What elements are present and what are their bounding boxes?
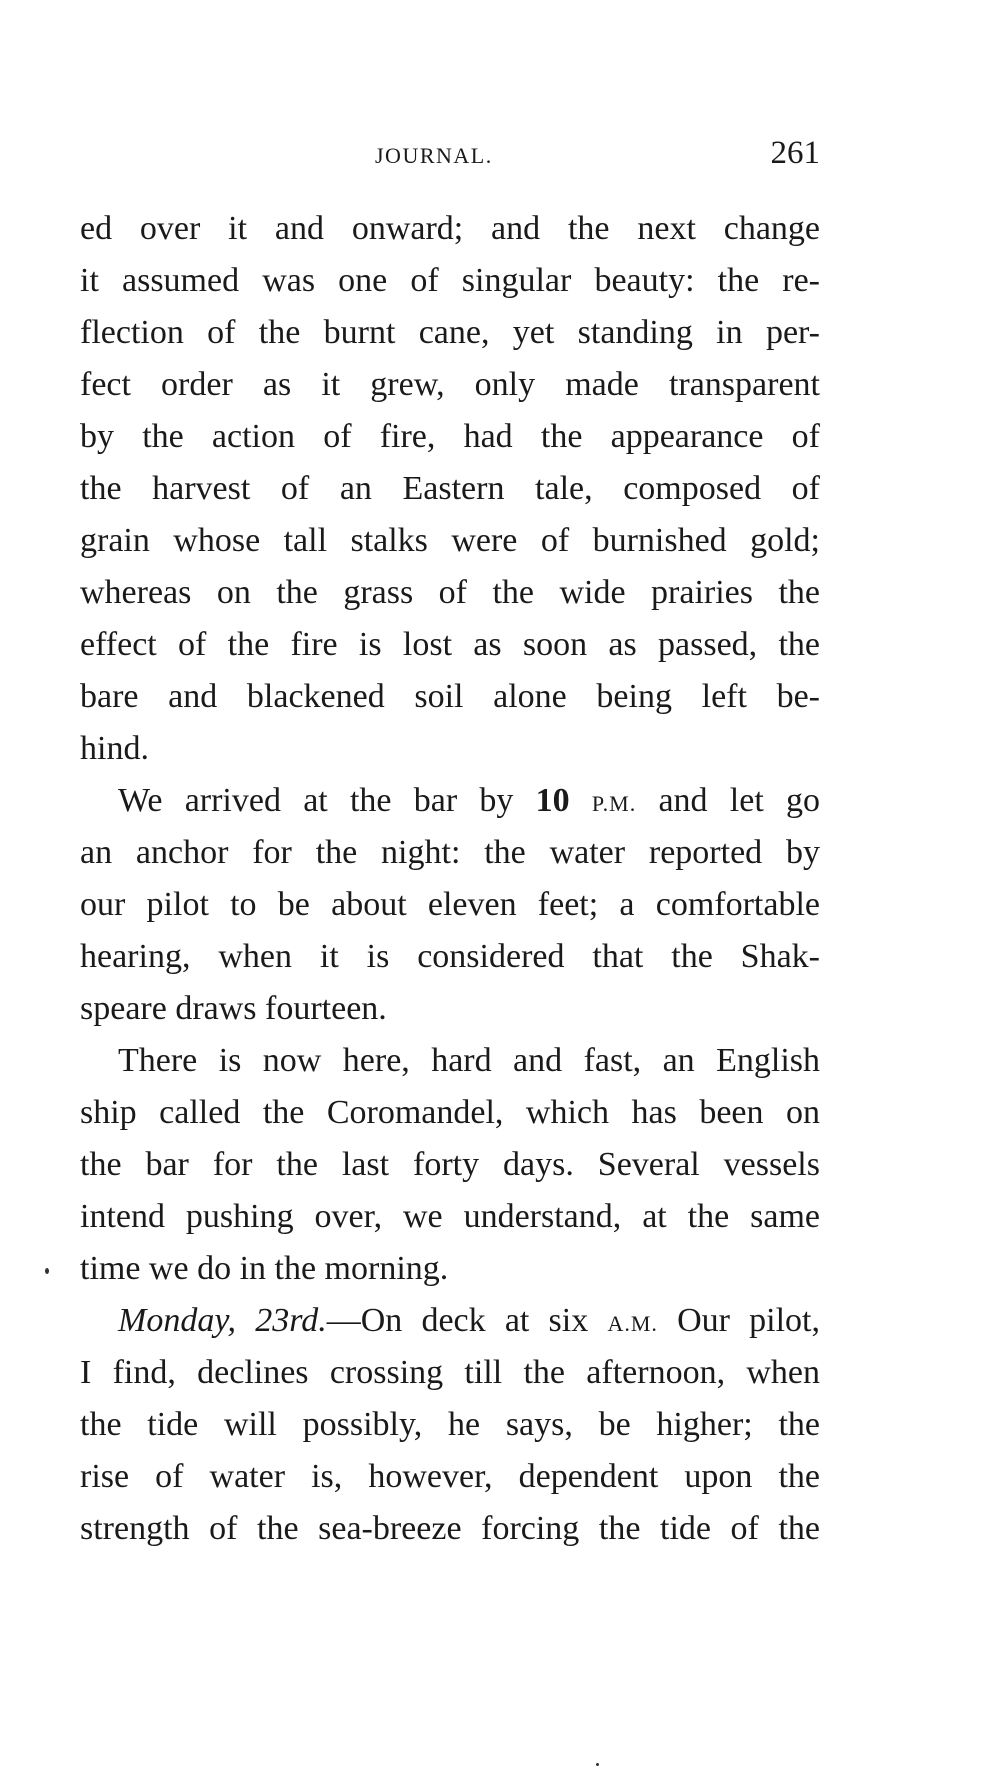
text-line: hind. <box>80 730 149 767</box>
text-line: speare draws fourteen. <box>80 990 387 1027</box>
text-line: ed over it and onward; and the next change <box>80 210 820 247</box>
text-line: whereas on the grass of the wide prairies the <box>80 574 820 611</box>
text-line: effect of the fire is lost as soon as passed, the <box>80 626 820 663</box>
text-line: I find, declines crossing till the afternoon, when <box>80 1354 820 1391</box>
paragraph-4 <box>80 1295 820 1555</box>
text-line: rise of water is, however, dependent upon the <box>80 1458 820 1495</box>
text-line: fect order as it grew, only made transparent <box>80 366 820 403</box>
text-line: the harvest of an Eastern tale, composed of <box>80 470 820 507</box>
body-text <box>80 203 820 1555</box>
running-head <box>80 135 820 185</box>
text-run: Our pilot, <box>657 1302 820 1339</box>
text-line <box>80 1295 820 1347</box>
date-heading: Monday, 23rd. <box>118 1302 327 1339</box>
text-line: intend pushing over, we understand, at the same <box>80 1198 820 1235</box>
ink-speck <box>45 1268 49 1274</box>
time-suffix: P.M. <box>591 791 637 816</box>
text-line: the tide will possibly, he says, be higher; the <box>80 1406 820 1443</box>
text-line: grain whose tall stalks were of burnished gold; <box>80 522 820 559</box>
time-suffix: A.M. <box>607 1311 658 1336</box>
paragraph-1 <box>80 203 820 775</box>
paragraph-2 <box>80 775 820 1035</box>
text-line: by the action of fire, had the appearance of <box>80 418 820 455</box>
time-number: 10 <box>535 782 570 819</box>
text-line <box>80 775 820 827</box>
text-line: time we do in the morning. <box>80 1250 449 1287</box>
text-line: the bar for the last forty days. Several vessels <box>80 1146 820 1183</box>
text-line: There is now here, hard and fast, an English <box>118 1042 820 1079</box>
text-run: —On deck at six <box>326 1302 608 1339</box>
ink-speck <box>596 1763 599 1766</box>
running-title: JOURNAL. <box>375 143 493 168</box>
text-line: bare and blackened soil alone being left be- <box>80 678 820 715</box>
text-run: We arrived at the bar by <box>118 782 536 819</box>
page-number: 261 <box>770 135 820 171</box>
text-run: and let go <box>636 782 820 819</box>
text-line: strength of the sea-breeze forcing the tide of the <box>80 1510 820 1547</box>
paragraph-3 <box>80 1035 820 1295</box>
text-line: our pilot to be about eleven feet; a comfortable <box>80 886 820 923</box>
text-line: an anchor for the night: the water reported by <box>80 834 820 871</box>
text-line: it assumed was one of singular beauty: the re- <box>80 262 820 299</box>
text-line: flection of the burnt cane, yet standing in per- <box>80 314 820 351</box>
text-line: hearing, when it is considered that the Shak- <box>80 938 820 975</box>
text-line: ship called the Coromandel, which has been on <box>80 1094 820 1131</box>
